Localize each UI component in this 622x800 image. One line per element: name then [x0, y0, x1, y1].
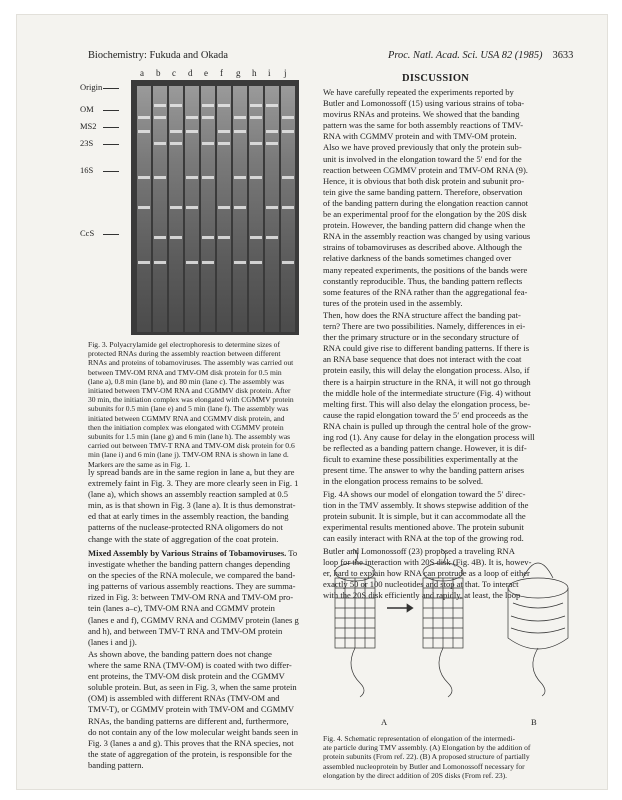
caption-line: assembled nucleoprotein by Butler and Lomonossoff necessary for [323, 761, 525, 771]
text-line: tein give the same banding pattern. Therefore, observation [323, 186, 523, 197]
text-line: unit is involved in the elongation toward the 5′ end for the [323, 153, 522, 164]
text-line: ly spread bands are in the same region in lane a, but they are [88, 467, 295, 477]
text-line: Hence, it is obvious that both disk protein and subunit pro- [323, 175, 525, 186]
gel-band [266, 104, 278, 107]
lane-label: c [172, 68, 176, 78]
text-line: exactly 50 or 100 nucleotides and stop at that. To interact [323, 579, 519, 590]
marker-label: MS2 [80, 121, 97, 131]
text-line: protein subunit. It is simple, but it can accommodate all the [323, 511, 526, 522]
gel-band [154, 236, 166, 239]
marker-tick [103, 88, 119, 89]
caption-line: then the initiation complex was elongated with CGMMV protein [88, 422, 284, 432]
lane-label: j [284, 68, 287, 78]
gel-lane [265, 86, 279, 332]
gel-band [202, 142, 214, 145]
text-line: (OM) is assembled with different RNAs (TMV-OM and [88, 693, 280, 704]
caption-line: ate particle during TMV assembly. (A) Elongation by the addition of [323, 743, 531, 753]
caption-line: RNAs and proteins of tobamoviruses. The assembly was carried out [88, 358, 294, 368]
text-line: ed that at early times in the assembly reaction, the banding [88, 511, 289, 522]
text-line: be an experimental proof for the elongation by the 20S disk [323, 209, 527, 220]
marker-tick [103, 234, 119, 235]
text-line: extremely faint in Fig. 3. They are more clearly seen in Fig. 1 [88, 478, 299, 489]
caption-line: 30 min, the initiation complex was elongated with CGMMV protein [88, 395, 294, 405]
text-line: ing patterns of various assembly reactions. They are summa- [88, 581, 296, 592]
text-line: RNA with CGMMV protein and with TMV-OM protein. [323, 131, 517, 142]
text-line: an RNA base sequence that does not interact with the coat [323, 354, 522, 365]
left-paragraph-3 [88, 649, 302, 771]
gel-band [170, 104, 182, 107]
text-line: melting first. This will also delay the elongation process, be- [323, 398, 531, 409]
text-line: and h), and between TMV-T RNA and TMV-OM protein [88, 625, 283, 636]
marker-tick [103, 110, 119, 111]
text-line: with the 20S disk efficiently and rapidly, at least, the loop [323, 590, 521, 601]
gel-band [154, 142, 166, 145]
text-line: there is a hairpin structure in the RNA, it will not go through [323, 376, 531, 387]
caption-line: (lane a), 0.8 min (lane b), and 80 min (lane c). The assembly was [88, 376, 285, 386]
marker-label: 23S [80, 138, 94, 148]
text-line: RNA chain is pulled up through the central hole of the grow- [323, 420, 532, 431]
text-line: the state of aggregation of the protein, is responsible for the [88, 748, 292, 759]
gel-band [250, 116, 262, 119]
text-line: Butler and Lomonossoff (23) proposed a traveling RNA [323, 546, 515, 556]
text-line: Butler and Lomonossoff (15) using various strains of toba- [323, 98, 525, 109]
gel-band [234, 261, 246, 264]
gel-band [218, 206, 230, 209]
gel-band [218, 236, 230, 239]
text-line: the middle hole of the intermediate structure (Fig. 4) without [323, 387, 531, 398]
caption-line: elongation by the direct addition of 20S disks (From ref. 23). [323, 770, 508, 780]
text-line: As shown above, the banding pattern does not change [88, 649, 272, 659]
gel-band [138, 206, 150, 209]
marker-label: OM [80, 104, 94, 114]
text-line: change with the state of aggregation of the coat protein. [88, 533, 279, 544]
gel-band [234, 116, 246, 119]
gel-band [170, 206, 182, 209]
mixed-assembly-heading: Mixed Assembly by Various Strains of Tobamoviruses. [88, 548, 287, 558]
gel-band [186, 116, 198, 119]
text-line [88, 548, 302, 559]
gel-band [266, 236, 278, 239]
gel-band [282, 176, 294, 179]
marker-tick [103, 144, 119, 145]
gel-lane [153, 86, 167, 332]
text-line: cause the rapid elongation toward the 5′ end proceeds as the [323, 409, 529, 420]
text-line: We have carefully repeated the experiments reported by [323, 87, 514, 97]
caption-line: initiated between CGMMV RNA and CGMMV disk protein, and [88, 413, 285, 423]
gel-band [202, 261, 214, 264]
text-line: RNA in the assembly reaction was changed by using various [323, 231, 531, 242]
gel-band [170, 236, 182, 239]
caption-line: protein subunits (From ref. 22). (B) A proposed structure of partially [323, 752, 530, 762]
text-line: investigate whether the banding pattern changes depending [88, 559, 291, 570]
gel-band [266, 142, 278, 145]
text-line: Then, how does the RNA structure affect the banding pat- [323, 310, 521, 320]
text-line: tures of the protein used in the assembly. [323, 297, 463, 308]
gel-band [250, 176, 262, 179]
lane-label: h [252, 68, 257, 78]
gel-lane [217, 86, 231, 332]
gel-band [282, 130, 294, 133]
gel-band [234, 176, 246, 179]
gel-band [234, 206, 246, 209]
text-line: reaction between CGMMV protein and TMV-OM RNA (9). [323, 164, 528, 175]
lane-label: i [268, 68, 271, 78]
text-line: some features of the RNA rather than the aggregational fea- [323, 286, 528, 297]
gel-band [154, 261, 166, 264]
gel-band [282, 116, 294, 119]
gel-band [250, 142, 262, 145]
text-line: of the banding pattern during the elongation reaction cannot [323, 197, 529, 208]
gel-band [186, 206, 198, 209]
text-line: patterns of the nuclease-protected RNA oligomers do not [88, 522, 283, 533]
text-line: ent proteins, the TMV-OM disk protein and the CGMMV [88, 671, 285, 682]
gel-band [138, 130, 150, 133]
text-line: movirus RNAs and proteins. We showed that the banding [323, 109, 520, 120]
gel-band [170, 130, 182, 133]
gel-band [154, 104, 166, 107]
text-line: can easily interact with RNA at the top of the growing rod. [323, 533, 524, 544]
disk-b [508, 578, 568, 598]
gel-lane [281, 86, 295, 332]
fig4-caption [323, 734, 585, 780]
marker-tick [103, 127, 119, 128]
text-line: tion in the TMV assembly. It shows stepwise addition of the [323, 500, 529, 511]
gel-lane [233, 86, 247, 332]
gel-band [154, 176, 166, 179]
caption-line: subunits for 0.5 min (lane e) and 5 min (lane f). The assembly was [88, 404, 289, 414]
text-line: pattern was the same for both assembly reactions of TMV- [323, 120, 524, 131]
text-line: ficult to examine these possibilities experimentally at the [323, 454, 518, 465]
right-paragraph-2 [323, 310, 585, 488]
text-line: (lanes e and f), CGMMV RNA and CGMMV protein (lanes g [88, 614, 299, 625]
gel-band [202, 236, 214, 239]
text-run: To [286, 548, 298, 558]
text-line: banding pattern. [88, 759, 144, 770]
text-line: min, as is that shown in Fig. 3 (lane a). It is thus demonstrat- [88, 500, 296, 511]
gel-band [138, 116, 150, 119]
text-line: experimental results mentioned above. The protein subunit [323, 522, 524, 533]
lane-label: b [156, 68, 161, 78]
text-line: loop for the interaction with 20S disk (Fig. 4B). It is, howev- [323, 557, 532, 568]
gel-band [186, 130, 198, 133]
journal-section: Biochemistry: Fukuda and Okada [88, 50, 228, 61]
caption-line: between TMV-OM RNA and TMV-OM disk protein for 0.5 min [88, 367, 282, 377]
lane-label: a [140, 68, 144, 78]
lane-label: f [220, 68, 223, 78]
caption-line: Markers are the same as in Fig. 1. [88, 459, 191, 469]
text-line: RNA could give rise to different banding patterns. If there is [323, 343, 530, 354]
text-line: strains of tobamoviruses as described above. Although the [323, 242, 522, 253]
caption-line: min (lane i) and 6 min (lane j). TMV-OM RNA is shown in lane d. [88, 450, 289, 460]
marker-label: CcS [80, 228, 95, 238]
gel-band [234, 130, 246, 133]
text-line: ing rod (1). Any cause for delay in the elongation process will [323, 432, 535, 443]
fig3-caption [88, 340, 302, 469]
gel-lane [201, 86, 215, 332]
text-line: where the same RNA (TMV-OM) is coated with two differ- [88, 660, 292, 671]
gel-band [202, 104, 214, 107]
gel-lane [185, 86, 199, 332]
right-paragraph-1 [323, 87, 585, 309]
text-line: ther the primary structure or in the secondary structure of [323, 332, 519, 343]
marker-tick [103, 171, 119, 172]
gel-band [250, 236, 262, 239]
text-line: soluble protein. But, as seen in Fig. 3, when the same protein [88, 682, 297, 693]
gel-band [250, 104, 262, 107]
gel-band [202, 176, 214, 179]
left-paragraph-2 [88, 548, 302, 648]
text-line: do not contain any of the low molecular weight bands seen in [88, 726, 299, 737]
text-line: TMV-T), or CGMMV protein with TMV-OM and CGMMV [88, 704, 295, 715]
fig4-label-b: B [531, 717, 537, 727]
caption-line: subunits for 1.5 min (lane g) and 6 min (lane h). The assembly was [88, 432, 291, 442]
lane-label: d [188, 68, 193, 78]
text-line: many repeated experiments, the positions of the bands were [323, 264, 528, 275]
text-line: relative darkness of the bands sometimes changed over [323, 253, 512, 264]
gel-lane [169, 86, 183, 332]
text-line: er, hard to explain how RNA can protrude as a loop of either [323, 568, 530, 579]
caption-line: protected RNAs during the assembly reaction between different [88, 349, 281, 359]
gel-band [282, 206, 294, 209]
marker-label: Origin [80, 82, 103, 92]
gel-image [131, 80, 299, 335]
gel-band [202, 116, 214, 119]
gel-band [170, 142, 182, 145]
text-line: constantly reproducible. Thus, the banding pattern reflects [323, 275, 523, 286]
text-line: on the species of the RNA molecule, we compared the band- [88, 570, 296, 581]
text-line: present time. The answer to why the banding pattern arises [323, 465, 525, 476]
caption-line: carried out between TMV-T RNA and TMV-OM disk protein for 0.6 [88, 441, 295, 451]
gel-band [218, 142, 230, 145]
text-line: (lanes i and j). [88, 636, 137, 647]
lane-label: g [236, 68, 241, 78]
running-header-right [388, 50, 573, 61]
fig4-diagram [323, 548, 583, 698]
gel-band [186, 261, 198, 264]
caption-line: initiated between TMV-OM RNA and CGMMV disk protein. After [88, 386, 291, 396]
text-line: tern? There are two possibilities. Namely, differences in ei- [323, 321, 526, 332]
left-paragraph-1 [88, 467, 302, 545]
text-line: protein. However, the banding pattern did change when the [323, 220, 526, 231]
marker-label: 16S [80, 165, 94, 175]
lane-label: e [204, 68, 208, 78]
right-paragraph-3 [323, 489, 585, 544]
text-line: RNAs, the banding patterns are different and, furthermore, [88, 715, 289, 726]
gel-band [266, 206, 278, 209]
fig4-label-a: A [381, 717, 388, 727]
gel-band [138, 261, 150, 264]
gel-lane [249, 86, 263, 332]
text-line: (lane a), which shows an assembly reaction sampled at 0.5 [88, 489, 289, 500]
running-header-left [88, 50, 228, 61]
text-line: tein (lanes a–c), TMV-OM RNA and CGMMV protein [88, 603, 275, 614]
discussion-heading: DISCUSSION [402, 73, 470, 84]
text-line: Fig. 4A shows our model of elongation toward the 5′ direc- [323, 489, 526, 499]
text-line: Also we have proved previously that only the protein sub- [323, 142, 522, 153]
gel-lane [137, 86, 151, 332]
text-line: be reflected as a banding pattern change. However, it is dif- [323, 443, 527, 454]
page-number: 3633 [552, 50, 574, 61]
caption-line: Fig. 3. Polyacrylamide gel electrophoresis to determine sizes of [88, 340, 280, 349]
gel-band [282, 261, 294, 264]
text-line: Fig. 3 (lanes a and g). This proves that the RNA species, not [88, 737, 294, 748]
text-line: in the elongation process remains to be solved. [323, 476, 483, 487]
text-line: rized in Fig. 3: between TMV-OM RNA and TMV-OM pro- [88, 592, 294, 603]
caption-line: Fig. 4. Schematic representation of elongation of the intermedi- [323, 734, 515, 743]
citation: Proc. Natl. Acad. Sci. USA 82 (1985) [388, 50, 543, 61]
gel-band [218, 104, 230, 107]
gel-band [266, 130, 278, 133]
gel-band [250, 261, 262, 264]
gel-band [218, 130, 230, 133]
gel-band [186, 176, 198, 179]
gel-band [154, 116, 166, 119]
gel-band [138, 176, 150, 179]
text-line: protein easily, this will delay the elongation process. Also, if [323, 365, 530, 376]
